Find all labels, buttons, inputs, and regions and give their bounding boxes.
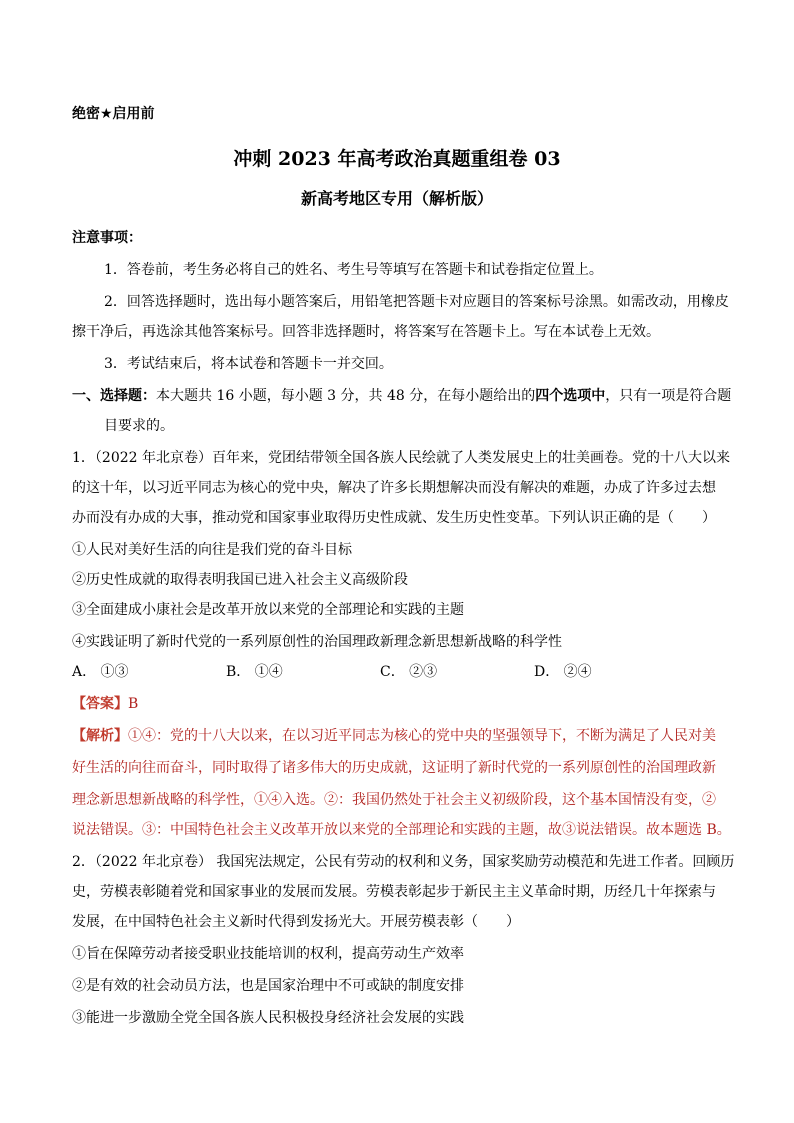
q1-answer bbox=[72, 694, 138, 714]
notice-item-1: 1．答卷前，考生务必将自己的姓名、考生号等填写在答题卡和试卷指定位置上。 bbox=[104, 262, 603, 278]
section-1-line-2: 目要求的。 bbox=[104, 418, 174, 434]
q1-analysis-line-3: 理念新思想新战略的科学性，①④入选。②：我国仍然处于社会主义初级阶段，这个基本国情没有变，② bbox=[72, 792, 716, 808]
analysis-text-1: ①④：党的十八大以来，在以习近平同志为核心的党中央的坚强领导下，不断为满足了人民对美 bbox=[128, 728, 716, 744]
q1-choice-d: D． ②④ bbox=[534, 664, 592, 680]
section-1-text-2: ，只有一项是符合题 bbox=[605, 388, 732, 404]
page-title: 冲刺 2023 年高考政治真题重组卷 03 bbox=[233, 148, 561, 170]
page-subtitle: 新高考地区专用（解析版） bbox=[300, 189, 493, 208]
notice-item-2-line-1: 2．回答选择题时，选出每小题答案后，用铅笔把答题卡对应题目的答案标号涂黑。如需改动，用橡皮 bbox=[104, 294, 729, 310]
q1-choice-a: A． ①③ bbox=[72, 664, 129, 680]
q1-choice-c: C． ②③ bbox=[380, 664, 438, 680]
q2-stem-line-3: 发展，在中国特色社会主义新时代得到发扬光大。开展劳模表彰（ ） bbox=[72, 914, 520, 930]
q1-choice-b: B． ①④ bbox=[226, 664, 283, 680]
notice-item-2-line-2: 擦干净后，再选涂其他答案标号。回答非选择题时，将答案写在答题卡上。写在本试卷上无效。 bbox=[72, 324, 660, 340]
analysis-label: 【解析】 bbox=[72, 728, 128, 744]
q2-stem-line-1: 2．（2022 年北京卷） 我国宪法规定，公民有劳动的权利和义务，国家奖励劳动模范和先进工作者。回顾历 bbox=[72, 854, 735, 870]
answer-value: B bbox=[128, 696, 139, 712]
section-1-text-1: 本大题共 16 小题，每小题 3 分，共 48 分，在每小题给出的 bbox=[156, 388, 536, 404]
answer-label: 【答案】 bbox=[72, 696, 128, 712]
secret-label: 绝密★启用前 bbox=[72, 106, 155, 122]
q1-stem-line-2: 的这十年，以习近平同志为核心的党中央，解决了许多长期想解决而没有解决的难题，办成了许多过去想 bbox=[72, 480, 716, 496]
q1-analysis-line-1 bbox=[72, 726, 716, 746]
section-1-prefix: 一、选择题： bbox=[72, 388, 156, 404]
q1-analysis-line-2: 好生活的向往而奋斗，同时取得了诸多伟大的历史成就，这证明了新时代党的一系列原创性的治国理政新 bbox=[72, 760, 716, 776]
q1-analysis-line-4: 说法错误。③：中国特色社会主义改革开放以来党的全部理论和实践的主题，故③说法错误。故本题选 B。 bbox=[72, 822, 731, 838]
section-1-bold: 四个选项中 bbox=[535, 388, 606, 404]
notice-heading: 注意事项： bbox=[72, 230, 142, 246]
q2-statement-2: ②是有效的社会动员方法，也是国家治理中不可或缺的制度安排 bbox=[72, 978, 464, 994]
q1-statement-1: ①人民对美好生活的向往是我们党的奋斗目标 bbox=[72, 542, 352, 558]
q1-stem-line-3: 办而没有办成的大事，推动党和国家事业取得历史性成就、发生历史性变革。下列认识正确的是（ ） bbox=[72, 510, 716, 526]
section-1-heading bbox=[72, 386, 731, 406]
q2-statement-3: ③能进一步激励全党全国各族人民积极投身经济社会发展的实践 bbox=[72, 1010, 464, 1026]
q1-stem-line-1: 1．（2022 年北京卷）百年来，党团结带领全国各族人民绘就了人类发展史上的壮美画卷。党的十八大以来 bbox=[72, 450, 730, 466]
q1-statement-3: ③全面建成小康社会是改革开放以来党的全部理论和实践的主题 bbox=[72, 602, 464, 618]
notice-item-3: 3．考试结束后，将本试卷和答题卡一并交回。 bbox=[104, 356, 393, 372]
q2-statement-1: ①旨在保障劳动者接受职业技能培训的权利，提高劳动生产效率 bbox=[72, 946, 464, 962]
q1-statement-2: ②历史性成就的取得表明我国已进入社会主义高级阶段 bbox=[72, 572, 408, 588]
q1-statement-4: ④实践证明了新时代党的一系列原创性的治国理政新理念新思想新战略的科学性 bbox=[72, 634, 562, 650]
q2-stem-line-2: 史，劳模表彰随着党和国家事业的发展而发展。劳模表彰起步于新民主主义革命时期，历经几十年探索与 bbox=[72, 884, 716, 900]
